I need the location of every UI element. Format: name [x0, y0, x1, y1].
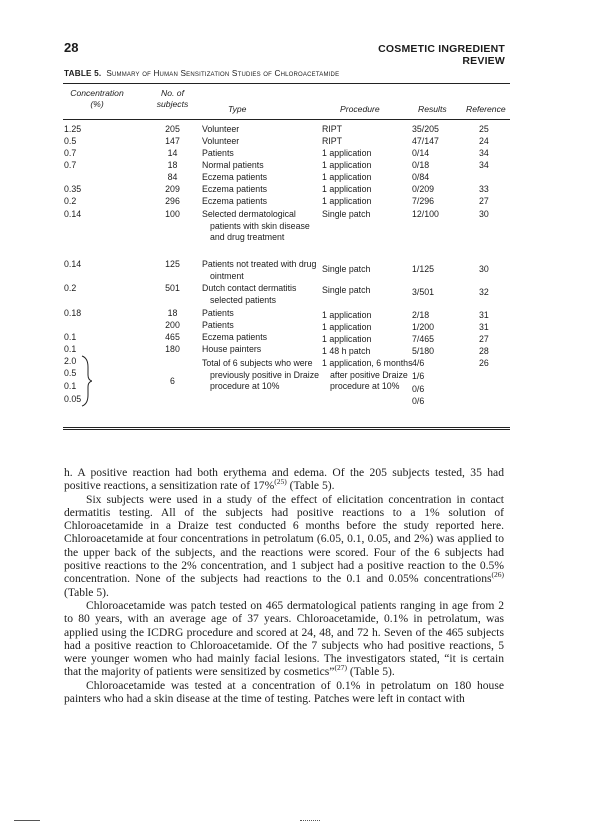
- cell-results: 3/501: [412, 287, 435, 297]
- cell-type: Patients: [202, 148, 234, 158]
- cell-type: Eczema patients: [202, 196, 268, 206]
- cell-type: House painters: [202, 344, 262, 354]
- cell-results: 0/14: [412, 148, 430, 158]
- running-head: COSMETIC INGREDIENT REVIEW: [378, 43, 505, 67]
- header-procedure: Procedure: [340, 104, 380, 114]
- cell-results: 0/209: [412, 184, 435, 194]
- table-label: TABLE 5.: [64, 69, 102, 78]
- cell-results: 1/125: [412, 264, 435, 274]
- table-title: Summary of Human Sensitization Studies of Chloroacetamide: [106, 69, 340, 78]
- cell-reference: 32: [479, 287, 489, 297]
- cell-results: 0/84: [412, 172, 430, 182]
- cell-procedure: RIPT: [322, 124, 343, 134]
- cell-procedure: 1 application: [322, 148, 372, 158]
- cell-concentration: 0.18: [64, 308, 82, 318]
- table-bottom-rule: [63, 427, 510, 430]
- cell-type: Patients: [202, 320, 234, 330]
- cell-subjects: 100: [165, 209, 180, 219]
- cell-procedure: 1 application: [322, 196, 372, 206]
- header-results: Results: [418, 104, 447, 114]
- cell-type: Patients not treated with drug ointment: [202, 259, 317, 281]
- cell-results: 5/180: [412, 346, 435, 356]
- cell-concentration: 0.2: [64, 196, 77, 206]
- cell-results: 0/6: [412, 396, 425, 406]
- table-header-rule: [63, 119, 510, 120]
- cell-subjects: 205: [165, 124, 180, 134]
- cell-type: Selected dermatological patients with skin disease and drug treatment: [202, 209, 310, 243]
- cell-concentration: 0.5: [64, 368, 77, 378]
- cell-reference: 30: [479, 209, 489, 219]
- cell-results: 4/6: [412, 358, 425, 368]
- cell-concentration: 0.1: [64, 381, 77, 391]
- cell-type: Total of 6 subjects who were previously positive in Draize procedure at 10%: [202, 358, 320, 392]
- body-text: [64, 466, 504, 705]
- cell-subjects: 180: [165, 344, 180, 354]
- cell-reference: 34: [479, 160, 489, 170]
- cell-reference: 31: [479, 310, 489, 320]
- cell-procedure: RIPT: [322, 136, 343, 146]
- cell-type: Eczema patients: [202, 172, 268, 182]
- cell-type: Volunteer: [202, 136, 240, 146]
- cell-results: 7/465: [412, 334, 435, 344]
- header-type: Type: [228, 104, 247, 114]
- cell-subjects: 296: [165, 196, 180, 206]
- cell-reference: 27: [479, 196, 489, 206]
- cell-concentration: 0.14: [64, 209, 82, 219]
- cell-type: Eczema patients: [202, 332, 268, 342]
- cell-subjects: 501: [165, 283, 180, 293]
- cell-procedure: 1 application: [322, 172, 372, 182]
- cell-results: 7/296: [412, 196, 435, 206]
- cell-subjects: 209: [165, 184, 180, 194]
- cell-concentration: 0.7: [64, 160, 77, 170]
- cell-type: Dutch contact dermatitis selected patients: [202, 283, 297, 305]
- cell-concentration: 0.14: [64, 259, 82, 269]
- cell-type: Eczema patients: [202, 184, 268, 194]
- scan-mark: [300, 820, 320, 821]
- cell-subjects: 6: [170, 376, 175, 386]
- cell-results: 35/205: [412, 124, 439, 134]
- cell-concentration: 1.25: [64, 124, 82, 134]
- cell-procedure: 1 application: [322, 322, 372, 332]
- cell-reference: 33: [479, 184, 489, 194]
- cell-subjects: 147: [165, 136, 180, 146]
- cell-reference: 28: [479, 346, 489, 356]
- cell-results: 0/18: [412, 160, 430, 170]
- cell-reference: 26: [479, 358, 489, 368]
- cell-subjects: 200: [165, 320, 180, 330]
- table-caption: [64, 69, 339, 78]
- cell-type: Patients: [202, 308, 234, 318]
- cell-procedure: Single patch: [322, 264, 371, 274]
- paragraph: Chloroacetamide was tested at a concentration of 0.1% in petrolatum on 180 house painters who had a skin disease at the time of testing. Patches were left in contact with: [64, 678, 504, 706]
- cell-procedure: 1 application: [322, 310, 372, 320]
- grouping-brace: [80, 355, 92, 407]
- cell-subjects: 465: [165, 332, 180, 342]
- header-subjects: No. of subjects: [156, 88, 189, 109]
- cell-concentration: 0.05: [64, 394, 82, 404]
- cell-procedure: 1 application: [322, 184, 372, 194]
- cell-concentration: 0.1: [64, 332, 77, 342]
- cell-subjects: 125: [165, 259, 180, 269]
- cell-concentration: 0.1: [64, 344, 77, 354]
- cell-subjects: 18: [167, 308, 178, 318]
- cell-results: 1/6: [412, 371, 425, 381]
- cell-procedure: Single patch: [322, 285, 371, 295]
- header-concentration: Concentration (%): [70, 88, 124, 109]
- cell-reference: 24: [479, 136, 489, 146]
- cell-procedure: 1 application: [322, 334, 372, 344]
- cell-procedure: 1 48 h patch: [322, 346, 371, 356]
- cell-concentration: 2.0: [64, 356, 77, 366]
- cell-results: 47/147: [412, 136, 439, 146]
- cell-reference: 27: [479, 334, 489, 344]
- paragraph: Six subjects were used in a study of the effect of elicitation concentration in contact dermatitis testing. All of the subjects had positive reactions to a 1% solution of Chloroacetamide in a Draize test conducted 6 months before the study reported here. Chloroacetamide at four concentrations in petrolatum (6.05, 0.1, 0.05, and 2%) was applied to the upper back of the subjects, and the reactions were scored. Four of the 6 subjects had positive reactions to the 2% concentration, and 1 subject had a positive reaction to the 0.5% concentration. None of the subjects had reactions to the 0.1 and 0.05% concentrations$^{(26)}$ (Table 5).: [64, 492, 504, 599]
- cell-results: 0/6: [412, 384, 425, 394]
- cell-reference: 30: [479, 264, 489, 274]
- paragraph: Chloroacetamide was patch tested on 465 dermatological patients ranging in age from 2 to 80 years, with an average age of 37 years. Chloroacetamide, 0.1% in petrolatum, was applied using the ICDRG procedure and scored at 24, 48, and 72 h. Seven of the 465 subjects had a positive reaction to Chloroacetamide. Of the 7 subjects who had positive reactions, 5 were younger women who had mainly facial lesions. The investigators stated, “it is certain that the majority of patients were sensitized by cosmetics”$^{(27)}$ (Table 5).: [64, 598, 504, 679]
- cell-reference: 31: [479, 322, 489, 332]
- cell-type: Normal patients: [202, 160, 264, 170]
- cell-subjects: 14: [167, 148, 178, 158]
- cell-concentration: 0.7: [64, 148, 77, 158]
- cell-results: 2/18: [412, 310, 430, 320]
- cell-procedure: Single patch: [322, 209, 371, 219]
- cell-concentration: 0.5: [64, 136, 77, 146]
- cell-results: 1/200: [412, 322, 435, 332]
- table-top-rule: [63, 83, 510, 84]
- cell-reference: 34: [479, 148, 489, 158]
- cell-subjects: 84: [167, 172, 178, 182]
- header-reference: Reference: [466, 104, 506, 114]
- cell-reference: 25: [479, 124, 489, 134]
- cell-concentration: 0.2: [64, 283, 77, 293]
- cell-procedure: 1 application, 6 months after positive Draize procedure at 10%: [322, 358, 413, 392]
- cell-type: Volunteer: [202, 124, 240, 134]
- cell-procedure: 1 application: [322, 160, 372, 170]
- cell-concentration: 0.35: [64, 184, 82, 194]
- cell-results: 12/100: [412, 209, 439, 219]
- cell-subjects: 18: [167, 160, 178, 170]
- scan-mark: [14, 820, 40, 821]
- paragraph: h. A positive reaction had both erythema and edema. Of the 205 subjects tested, 35 had positive reactions, a sensitization rate of 17%$^{(25)}$ (Table 5).: [64, 466, 504, 493]
- page-number: 28: [64, 40, 79, 55]
